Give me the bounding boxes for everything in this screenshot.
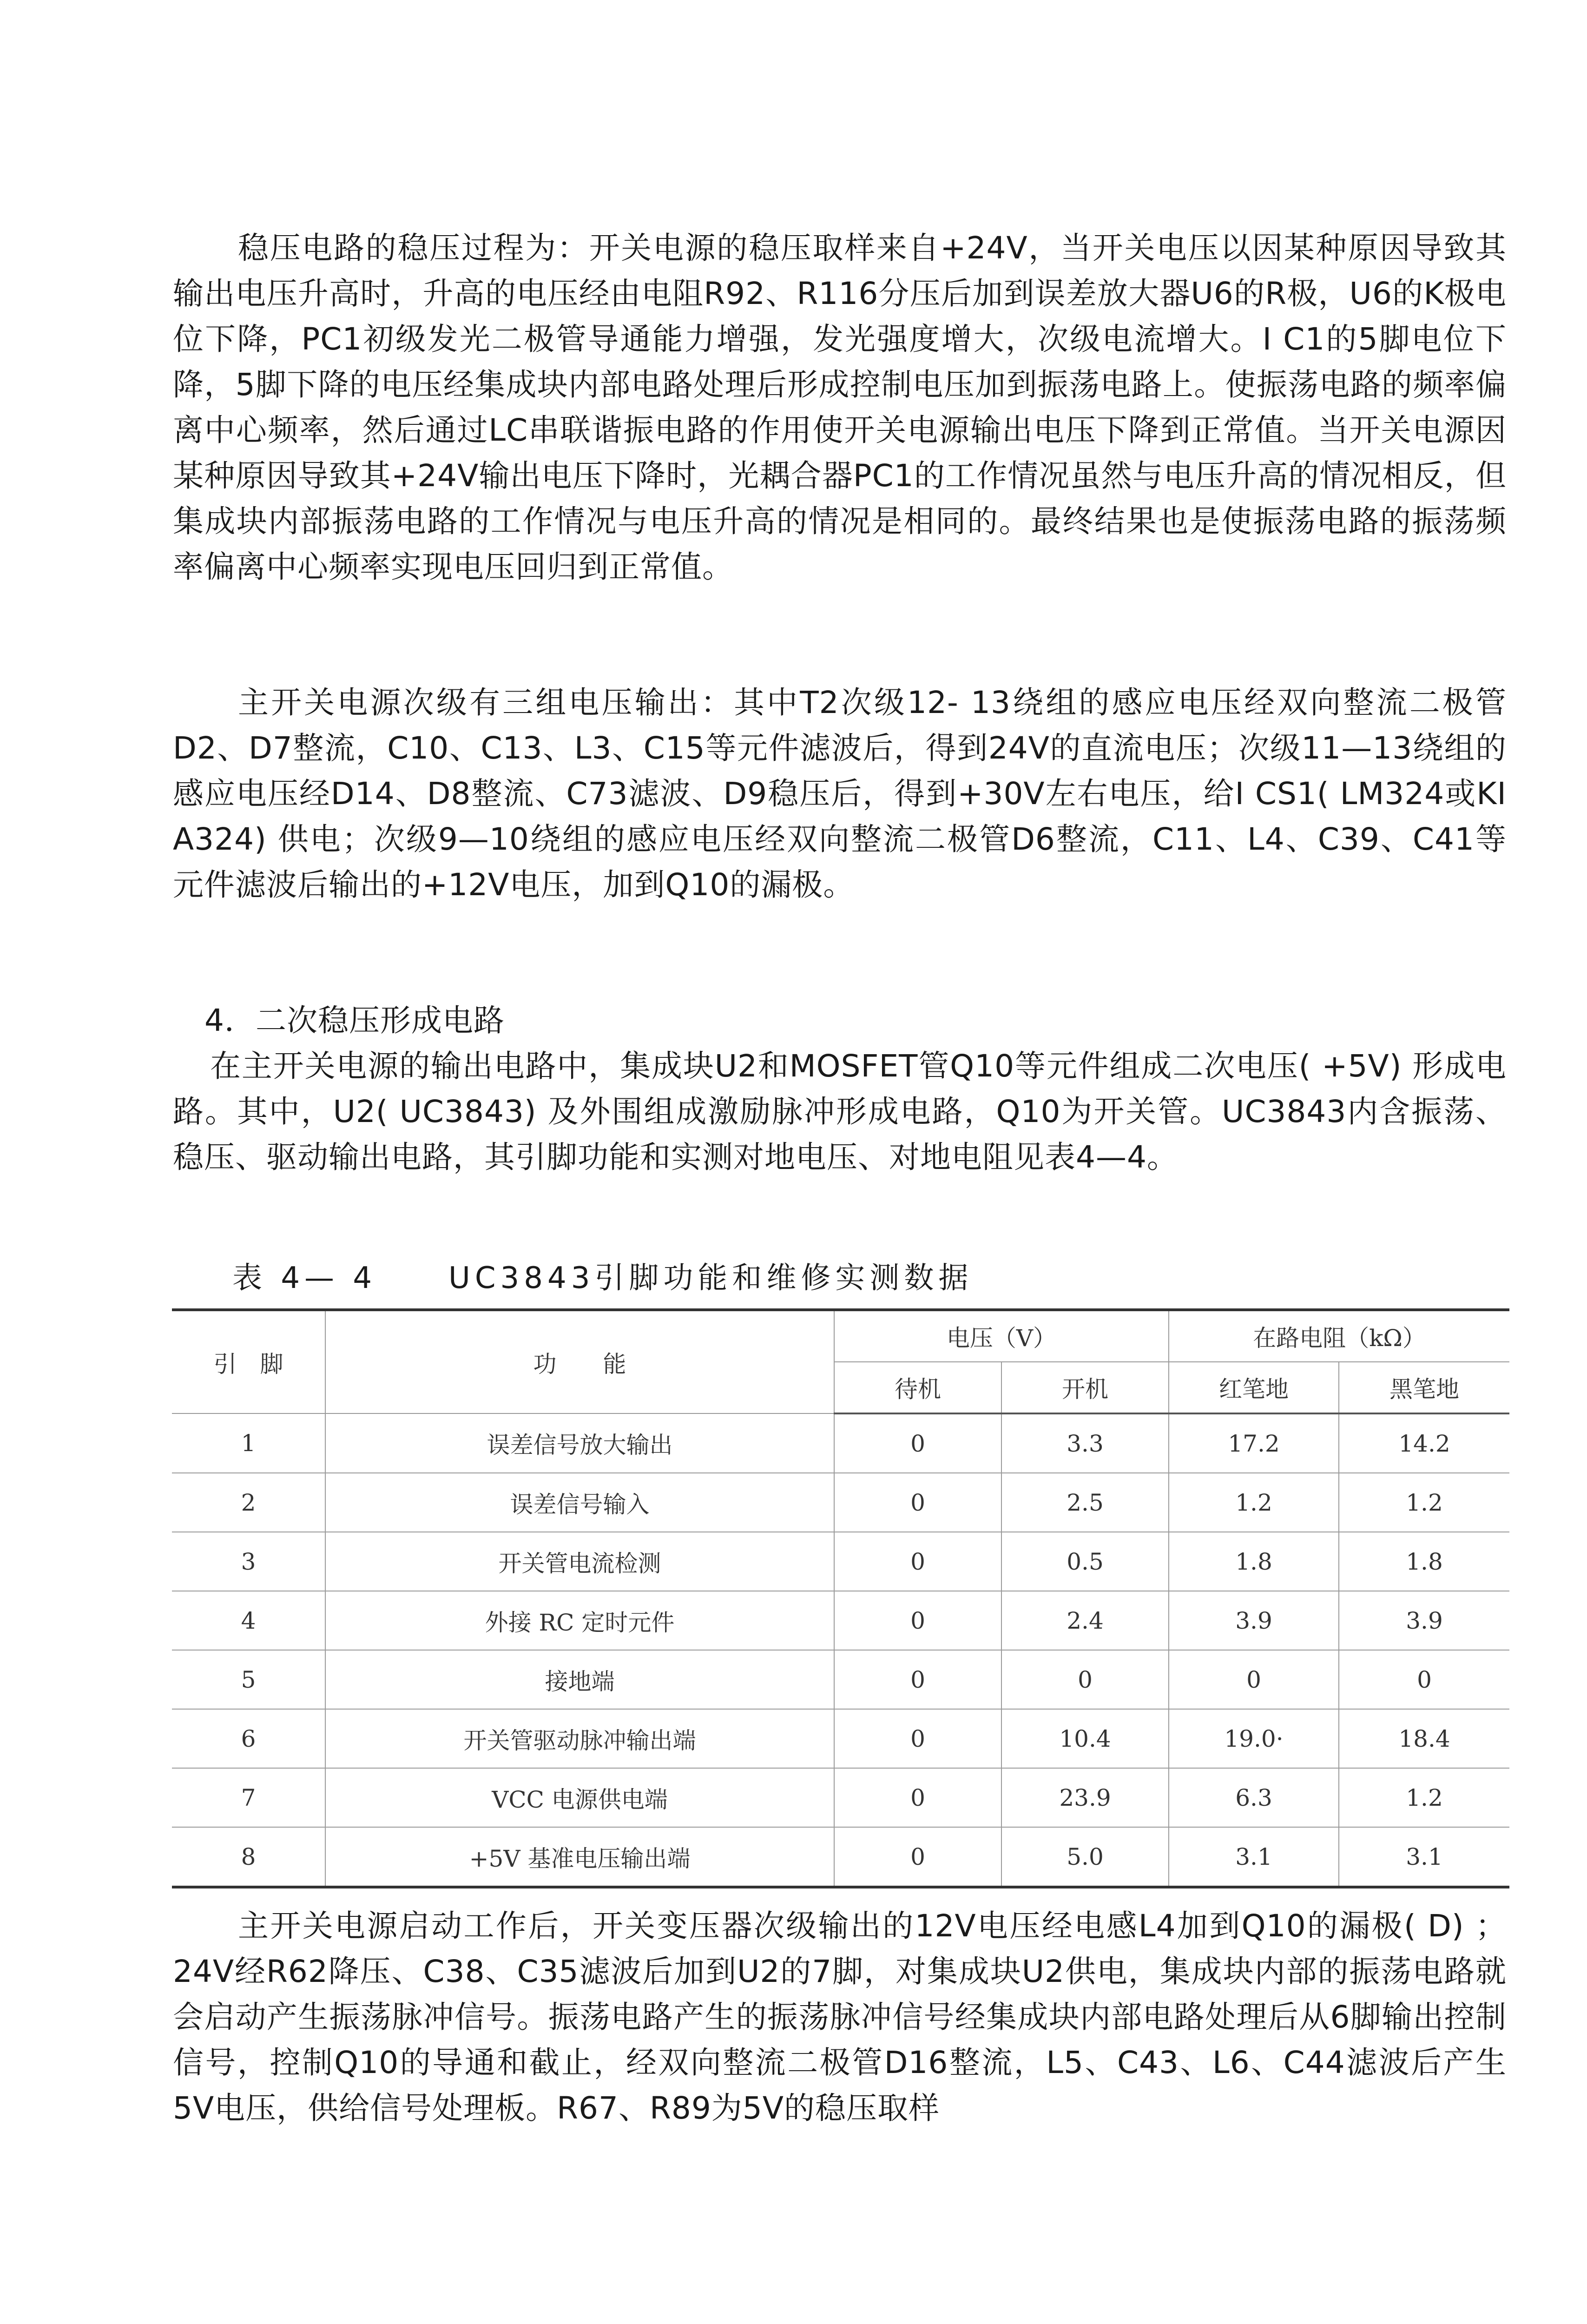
cell-standby: 0	[834, 1650, 1001, 1709]
cell-on: 2.5	[1001, 1473, 1169, 1532]
cell-pin: 1	[172, 1413, 325, 1473]
table-row	[172, 1473, 1509, 1532]
paragraph-regulation-process: 稳压电路的稳压过程为：开关电源的稳压取样来自+24V，当开关电压以因某种原因导致其输出电压升高时，升高的电压经由电阻R92、R116分压后加到误差放大器U6的R极，U6的K极电位下降，PC1初级发光二极管导通能力增强，发光强度增大，次级电流增大。I C1的5脚电位下降，5脚下降的电压经集成块内部电路处理后形成控制电压加到振荡电路上。使振荡电路的频率偏离中心频率，然后通过LC串联谐振电路的作用使开关电源输出电压下降到正常值。当开关电源因某种原因导致其+24V输出电压下降时，光耦合器PC1的工作情况虽然与电压升高的情况相反，但集成块内部振荡电路的工作情况与电压升高的情况是相同的。最终结果也是使振荡电路的振荡频率偏离中心频率实现电压回归到正常值。	[173, 230, 1507, 585]
cell-function: 开关管驱动脉冲输出端	[325, 1709, 834, 1768]
cell-red: 19.0·	[1169, 1709, 1339, 1768]
cell-on: 3.3	[1001, 1413, 1169, 1473]
cell-pin: 4	[172, 1591, 325, 1650]
cell-black: 1.2	[1339, 1473, 1509, 1532]
paragraph-second-regulation: 在主开关电源的输出电路中，集成块U2和MOSFET管Q10等元件组成二次电压( +5V) 形成电路。其中，U2( UC3843) 及外围组成激励脉冲形成电路，Q10为开关管。UC3843内含振荡、稳压、驱动输出电路，其引脚功能和实测对地电压、对地电阻见表4—4。	[173, 1048, 1507, 1175]
header-on: 开机	[1001, 1362, 1169, 1413]
cell-standby: 0	[834, 1591, 1001, 1650]
section-heading: 4．二次稳压形成电路	[204, 1003, 505, 1038]
cell-black: 3.1	[1339, 1827, 1509, 1887]
header-function: 功 能	[325, 1310, 834, 1413]
header-resistance-group: 在路电阻（kΩ）	[1169, 1310, 1509, 1362]
header-standby: 待机	[834, 1362, 1001, 1413]
header-red-probe: 红笔地	[1169, 1362, 1339, 1413]
cell-red: 1.2	[1169, 1473, 1339, 1532]
cell-pin: 2	[172, 1473, 325, 1532]
header-voltage-group: 电压（V）	[834, 1310, 1169, 1362]
cell-black: 1.8	[1339, 1532, 1509, 1591]
table-header-row	[172, 1310, 1509, 1362]
cell-on: 0	[1001, 1650, 1169, 1709]
cell-pin: 5	[172, 1650, 325, 1709]
cell-function: 开关管电流检测	[325, 1532, 834, 1591]
cell-on: 2.4	[1001, 1591, 1169, 1650]
table-row	[172, 1591, 1509, 1650]
cell-red: 17.2	[1169, 1413, 1339, 1473]
cell-black: 1.2	[1339, 1768, 1509, 1827]
cell-black: 14.2	[1339, 1413, 1509, 1473]
cell-pin: 3	[172, 1532, 325, 1591]
cell-function: 误差信号输入	[325, 1473, 834, 1532]
cell-standby: 0	[834, 1709, 1001, 1768]
cell-standby: 0	[834, 1768, 1001, 1827]
cell-function: 误差信号放大输出	[325, 1413, 834, 1473]
cell-standby: 0	[834, 1827, 1001, 1887]
cell-standby: 0	[834, 1413, 1001, 1473]
cell-black: 18.4	[1339, 1709, 1509, 1768]
header-black-probe: 黑笔地	[1339, 1362, 1509, 1413]
cell-black: 3.9	[1339, 1591, 1509, 1650]
cell-pin: 6	[172, 1709, 325, 1768]
cell-on: 23.9	[1001, 1768, 1169, 1827]
cell-function: VCC 电源供电端	[325, 1768, 834, 1827]
cell-standby: 0	[834, 1473, 1001, 1532]
cell-black: 0	[1339, 1650, 1509, 1709]
cell-red: 3.9	[1169, 1591, 1339, 1650]
table-row	[172, 1413, 1509, 1473]
cell-red: 6.3	[1169, 1768, 1339, 1827]
cell-standby: 0	[834, 1532, 1001, 1591]
table-caption-number: 表 4— 4	[232, 1261, 377, 1295]
paragraph-startup-operation: 主开关电源启动工作后，开关变压器次级输出的12V电压经电感L4加到Q10的漏极( D) ；24V经R62降压、C38、C35滤波后加到U2的7脚，对集成块U2供电，集成块内部的振荡电路就会启动产生振荡脉冲信号。振荡电路产生的振荡脉冲信号经集成块内部电路处理后从6脚输出控制信号，控制Q10的导通和截止，经双向整流二极管D16整流，L5、C43、L6、C44滤波后产生5V电压，供给信号处理板。R67、R89为5V的稳压取样	[173, 1908, 1507, 2126]
cell-function: 外接 RC 定时元件	[325, 1591, 834, 1650]
cell-on: 5.0	[1001, 1827, 1169, 1887]
cell-function: +5V 基准电压输出端	[325, 1827, 834, 1887]
paragraph-secondary-outputs: 主开关电源次级有三组电压输出：其中T2次级12- 13绕组的感应电压经双向整流二极管D2、D7整流，C10、C13、L3、C15等元件滤波后，得到24V的直流电压；次级11—13绕组的感应电压经D14、D8整流、C73滤波、D9稳压后，得到+30V左右电压，给I CS1( LM324或KI A324) 供电；次级9—10绕组的感应电压经双向整流二极管D6整流，C11、L4、C39、C41等元件滤波后输出的+12V电压，加到Q10的漏极。	[173, 685, 1507, 903]
uc3843-pin-table	[172, 1308, 1509, 1888]
cell-red: 1.8	[1169, 1532, 1339, 1591]
table-row	[172, 1532, 1509, 1591]
table-caption-title: UC3843引脚功能和维修实测数据	[448, 1261, 973, 1295]
header-pin: 引 脚	[172, 1310, 325, 1413]
table-row	[172, 1709, 1509, 1768]
cell-red: 0	[1169, 1650, 1339, 1709]
cell-on: 10.4	[1001, 1709, 1169, 1768]
cell-function: 接地端	[325, 1650, 834, 1709]
cell-red: 3.1	[1169, 1827, 1339, 1887]
cell-pin: 8	[241, 1843, 256, 1870]
table-row	[172, 1650, 1509, 1709]
table-row	[172, 1827, 1509, 1887]
cell-pin: 7	[172, 1768, 325, 1827]
cell-on: 0.5	[1001, 1532, 1169, 1591]
table-row	[172, 1768, 1509, 1827]
